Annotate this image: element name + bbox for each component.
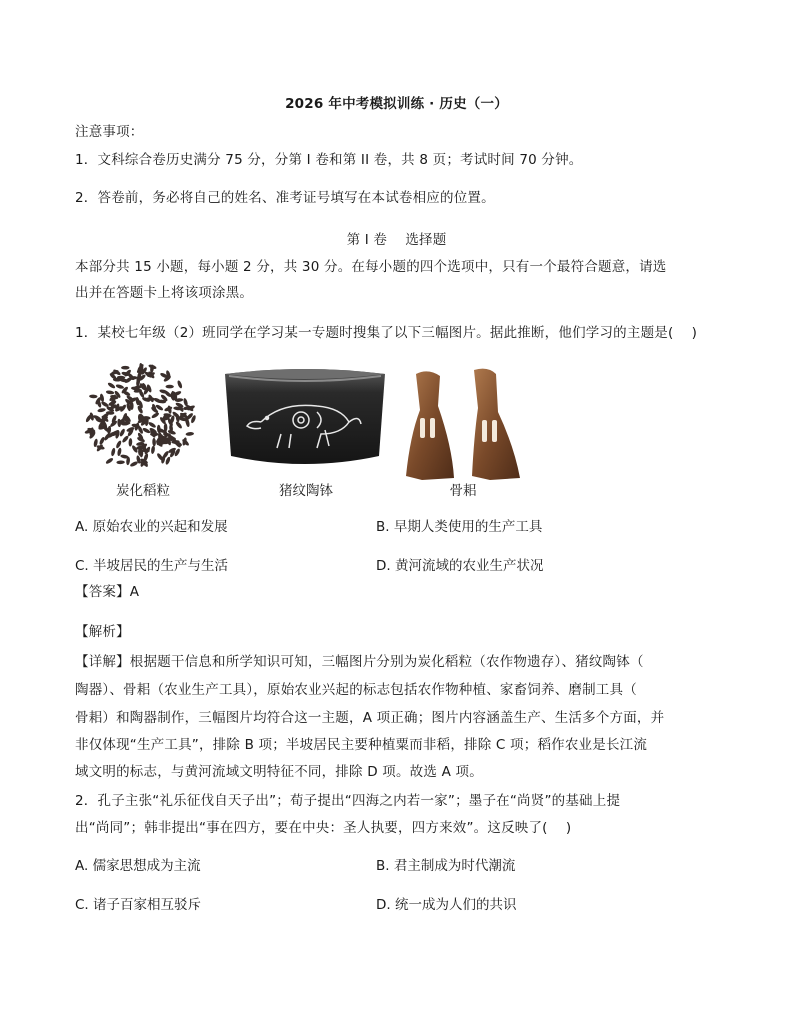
q1-option-c[interactable]: C. 半坡居民的生产与生活: [75, 558, 229, 574]
bone-spade-icon: [402, 366, 524, 482]
rice-grain: [105, 457, 114, 465]
image-caption: 炭化稻粒: [116, 483, 170, 499]
q1-detail-line: 域文明的标志，与黄河流域文明特征不同，排除 D 项。故选 A 项。: [75, 764, 483, 780]
q2-option-c[interactable]: C. 诸子百家相互驳斥: [75, 897, 202, 913]
rice-grain: [97, 408, 106, 413]
q2-option-d[interactable]: D. 统一成为人们的共识: [376, 897, 517, 913]
rice-grain: [142, 427, 151, 434]
bone-spade-image: [402, 366, 524, 482]
pottery-bowl-icon: [221, 364, 389, 472]
q1-option-a[interactable]: A. 原始农业的兴起和发展: [75, 519, 228, 535]
rice-grain: [129, 461, 138, 468]
q1-option-d[interactable]: D. 黄河流域的农业生产状况: [376, 558, 544, 574]
rice-grain: [175, 421, 183, 430]
q2-stem-line: 2．孔子主张“礼乐征伐自天子出”；荀子提出“四海之内若一家”；墨子在“尚贤”的基础上提: [75, 793, 621, 809]
rice-grain: [185, 432, 194, 436]
rice-grain: [116, 460, 125, 464]
q1-option-b[interactable]: B. 早期人类使用的生产工具: [376, 519, 543, 535]
notice-heading: 注意事项：: [75, 124, 144, 140]
rice-grain: [89, 394, 98, 398]
rice-grain: [121, 435, 129, 444]
q1-analysis-heading: 【解析】: [75, 624, 130, 640]
q1-detail-line: 骨耜）和陶器制作，三幅图片均符合这一主题，A 项正确；图片内容涵盖生产、生活多个方面，并: [75, 710, 665, 726]
rice-grain: [99, 436, 106, 445]
q1-detail-line: 【详解】根据题干信息和所学知识可知，三幅图片分别为炭化稻粒（农作物遗存）、猪纹陶钵（: [75, 654, 644, 670]
q2-option-a[interactable]: A. 儒家思想成为主流: [75, 858, 201, 874]
rice-grain: [165, 385, 173, 389]
rice-grain: [128, 438, 132, 447]
rice-grain: [165, 456, 171, 465]
rice-grain: [107, 382, 116, 390]
q1-detail-line: 非仅体现“生产工具”，排除 B 项；半坡居民主要种植粟而非稻，排除 C 项；稻作农业是长江流: [75, 737, 648, 753]
rice-grain: [111, 448, 116, 457]
pig-pattern-pot-image: [221, 364, 389, 472]
q1-stem: 1．某校七年级（2）班同学在学习某一专题时搜集了以下三幅图片。据此推断，他们学习的主题是( ): [75, 325, 698, 341]
rice-grain: [121, 366, 129, 370]
notice-item: 2．答卷前，务必将自己的姓名、准考证号填写在本试卷相应的位置。: [75, 190, 495, 206]
rice-grains-image: [78, 360, 202, 478]
rice-grains-icon: [78, 360, 202, 478]
notice-item: 1．文科综合卷历史满分 75 分，分第 I 卷和第 II 卷，共 8 页；考试时间 70 分钟。: [75, 152, 583, 168]
section-intro: 本部分共 15 小题，每小题 2 分，共 30 分。在每小题的四个选项中，只有一个最符合题意，请选: [75, 259, 667, 275]
q2-option-b[interactable]: B. 君主制成为时代潮流: [376, 858, 516, 874]
exam-title: 2026 年中考模拟训练 · 历史（一）: [285, 96, 508, 112]
section-intro: 出并在答题卡上将该项涂黑。: [75, 285, 254, 301]
q1-answer: 【答案】A: [75, 584, 140, 600]
rice-grain: [119, 428, 126, 437]
rice-grain: [115, 384, 124, 390]
rice-grain: [152, 438, 156, 447]
rice-grain: [106, 390, 115, 395]
image-caption: 猪纹陶钵: [279, 483, 333, 499]
image-caption: 骨耜: [449, 483, 477, 499]
q2-stem-line: 出“尚同”；韩非提出“事在四方，要在中央：圣人执要，四方来效”。这反映了( ): [75, 820, 572, 836]
rice-grain: [151, 412, 160, 420]
rice-grain: [177, 380, 183, 389]
q1-detail-line: 陶器）、骨耜（农业生产工具），原始农业兴起的标志包括农作物种植、家畜饲养、磨制工具（: [75, 682, 637, 698]
rice-grain: [115, 440, 122, 449]
rice-grain: [151, 445, 156, 454]
section-title: 第 I 卷 选择题: [346, 232, 447, 248]
rice-grain: [148, 421, 157, 429]
